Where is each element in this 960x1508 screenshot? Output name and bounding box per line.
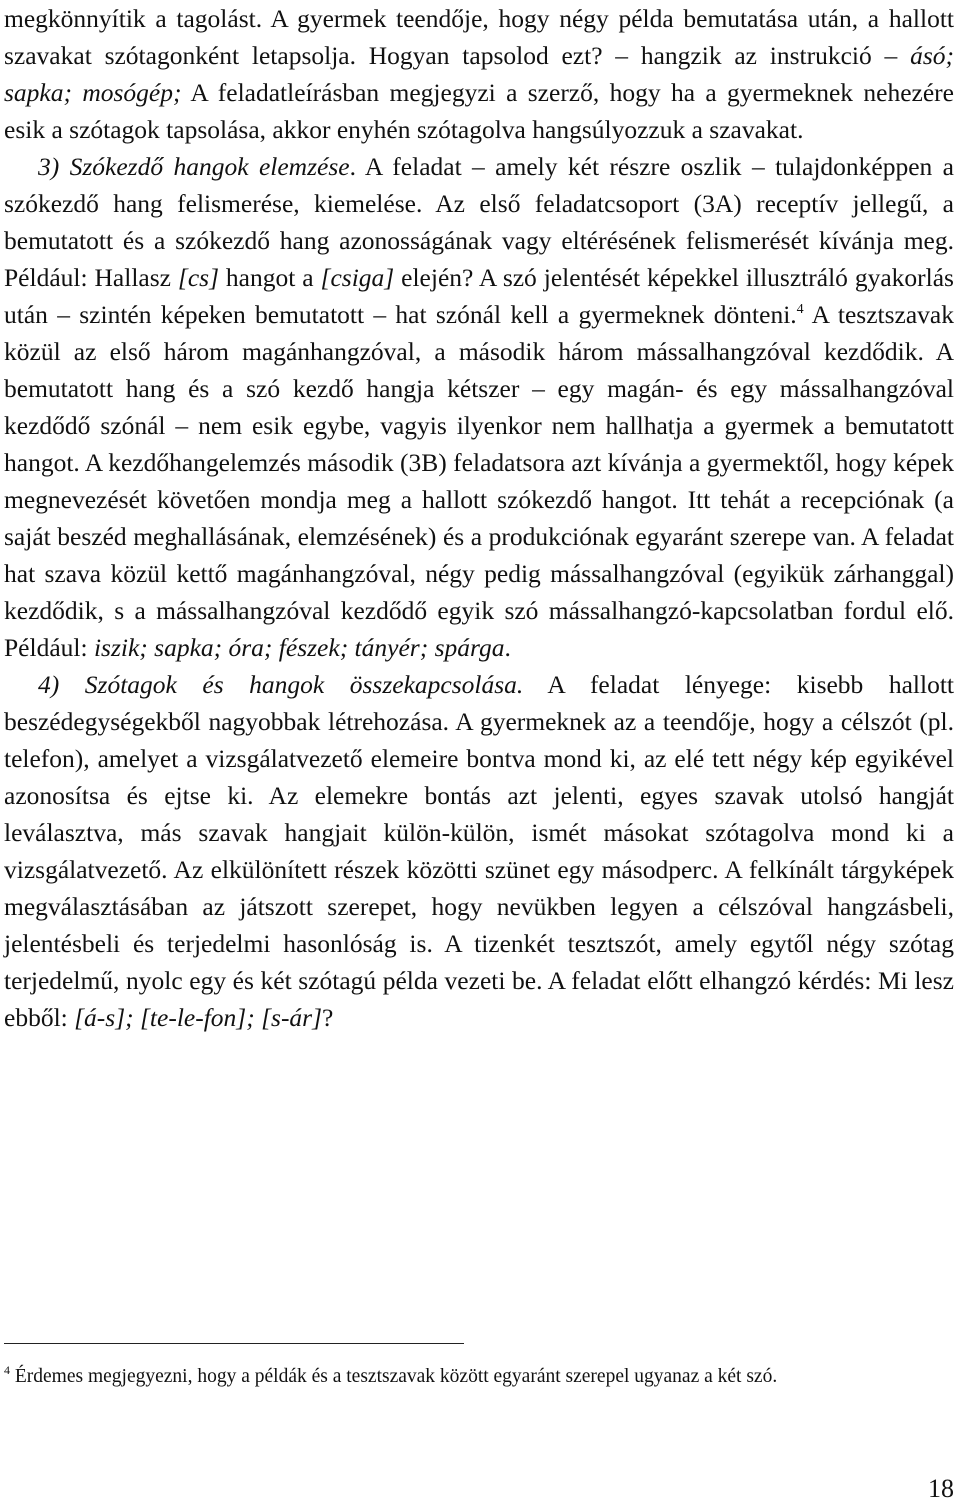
- text-run: . A feladat – amely két részre oszlik – tulajdonképpen a szókezdő hang felismerése, kiemelése. Az első feladatcsoport (3A) receptív jellegű, a bemutatott és a szókezdő hang azonosságának vagy eltérésének felismerését kívánja meg. Például: Hallasz: [4, 152, 954, 292]
- italic-text: iszik; sapka; óra; fészek; tányér; spárga: [93, 633, 505, 662]
- footnote: [4, 1360, 952, 1393]
- footnote-marker: 4: [4, 1363, 10, 1377]
- text-run: .: [504, 633, 511, 662]
- text-run: megkönnyítik a tagolást. A gyermek teendője, hogy négy példa bemutatása után, a hallott szavakat szótagonként letapsolja. Hogyan tapsolod ezt? – hangzik az instrukció –: [4, 4, 954, 70]
- footnote-marker: 4: [796, 302, 804, 317]
- text-run: elején? A szó jelentését képekkel illusztráló gyakorlás után – szintén képeken bemutatott – hat szónál kell a gyermeknek dönteni.: [4, 263, 954, 329]
- document-body: [4, 0, 954, 1036]
- paragraph-initial-sound-analysis: [4, 148, 954, 666]
- text-run: A feladat lényege: kisebb hallott beszédegységekből nagyobbak létrehozása. A gyermeknek az a teendője, hogy a célszót (pl. telefon), amelyet a vizsgálatvezető elemeire bontva mond ki, az elé tett négy kép egyikével azonosítsa és ejtse ki. Az elemekre bontás azt jelenti, egyes szavak utolsó hangját leválasztva, más szavak hangjait külön-külön, ismét másokat szótagolva mond ki a vizsgálatvezető. Az elkülönített részek közötti szünet egy másodperc. A felkínált tárgyképek megválasztásában az játszott szerepet, hogy nevükben legyen a célszóval hangzásbeli, jelentésbeli és terjedelmi hasonlóság is. A tizenkét tesztszót, amely egytől négy szótag terjedelmű, nyolc egy és két szótagú példa vezeti be. A feladat előtt elhangzó kérdés: Mi lesz ebből:: [4, 670, 954, 1032]
- text-run: hangot a: [219, 263, 321, 292]
- italic-text: 3) Szókezdő hangok elemzése: [38, 152, 350, 181]
- page-number: 18: [928, 1474, 954, 1503]
- text-run: ?: [322, 1003, 334, 1032]
- italic-text: [cs]: [177, 263, 219, 292]
- paragraph-syllable-sound-blending: [4, 666, 954, 1036]
- italic-text: 4) Szótagok és hangok összekapcsolása.: [38, 670, 524, 699]
- footnote-divider: [4, 1343, 464, 1344]
- text-run: A tesztszavak közül az első három magánhangzóval, a második három mássalhangzóval kezdődik. A bemutatott hang és a szó kezdő hangja kétszer – egy magán- és egy mássalhangzóval kezdődő szónál – nem esik egybe, vagyis ilyenkor nem hallhatja a gyermek a bemutatott hangot. A kezdőhangelemzés második (3B) feladatsora azt kívánja a gyermektől, hogy képek megnevezését követően mondja meg a hallott szókezdő hangot. Itt tehát a recepciónak (a saját beszéd meghallásának, elemzésének) és a produkciónak egyaránt szerepe van. A feladat hat szava közül kettő magánhangzóval, négy pedig mássalhangzóval (egyikük zárhanggal) kezdődik, s a mássalhangzóval kezdődő egyik szó mássalhangzó-kapcsolatban fordul elő. Például:: [4, 300, 954, 662]
- text-run: Érdemes megjegyezni, hogy a példák és a tesztszavak között egyaránt szerepel ugyanaz a két szó.: [10, 1366, 778, 1387]
- italic-text: ásó; sapka; mosógép;: [4, 41, 954, 107]
- paragraph-syllable-clapping: [4, 0, 954, 148]
- text-run: A feladatleírásban megjegyzi a szerző, hogy ha a gyermeknek nehezére esik a szótagok tapsolása, akkor enyhén szótagolva hangsúlyozzuk a szavakat.: [4, 78, 954, 144]
- italic-text: [csiga]: [320, 263, 395, 292]
- italic-text: [á-s]; [te-le-fon]; [s-ár]: [74, 1003, 323, 1032]
